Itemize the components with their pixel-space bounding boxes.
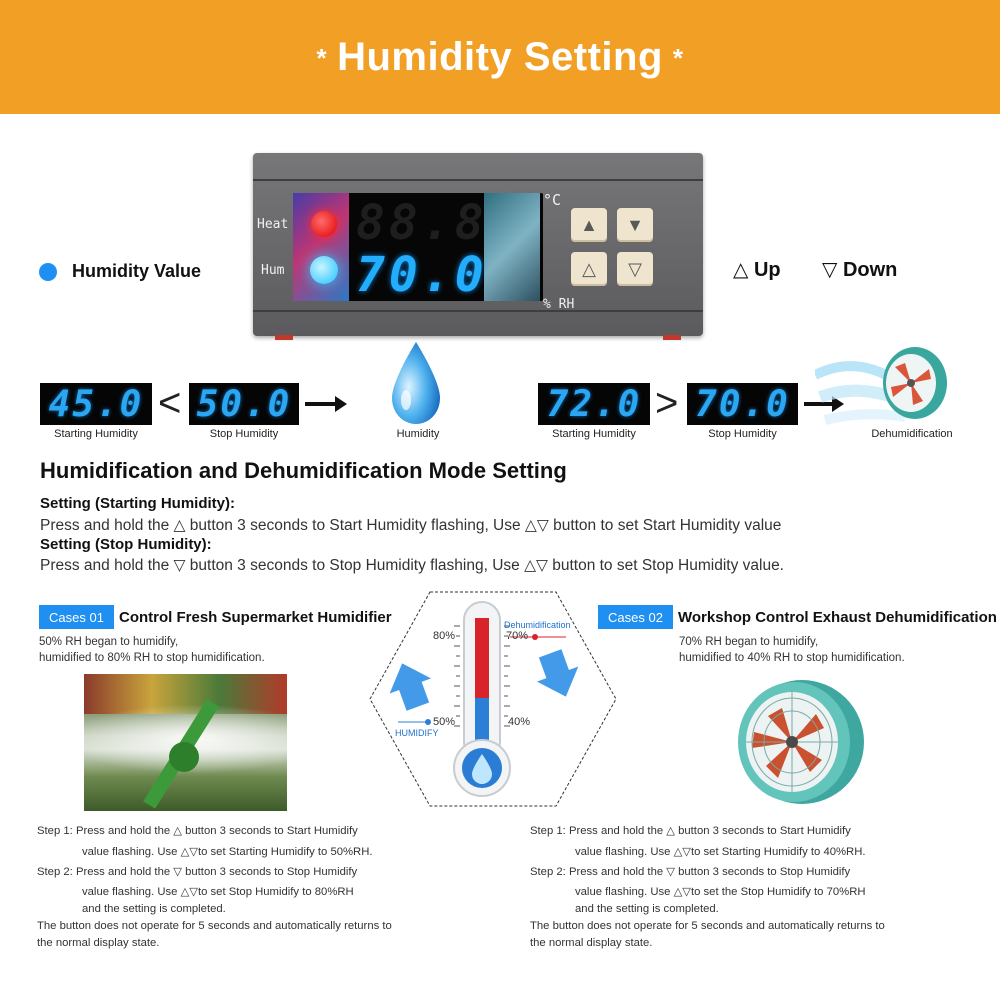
stop-humidity-display: 50.0 [189,383,299,425]
star-icon: * [316,43,328,74]
down-key-button[interactable]: ▼ [617,208,653,242]
less-than-symbol: < [158,381,182,425]
hum-label: Hum [261,263,285,278]
case-02-note-cont: the normal display state. [530,937,653,949]
header-banner [0,0,1000,114]
up-key-button[interactable]: ▲ [571,208,607,242]
case-02-step-1: Step 1: Press and hold the △ button 3 seconds to Start Humidify [530,825,851,837]
case-01-note: The button does not operate for 5 seconds and automatically returns to [37,920,392,932]
case-02-step-2-cont: value flashing. Use △▽to set the Stop Humidify to 70%RH [575,886,866,898]
thermometer-label-80: 80% [433,630,456,642]
stop-humidity-caption: Stop Humidity [209,428,279,440]
heat-indicator-light [311,211,337,237]
humidity-thermometer-diagram [368,590,618,808]
thermometer-label-70: 70% [506,630,529,642]
stop-humidity-display: 70.0 [687,383,798,425]
star-icon: * [672,43,684,74]
case-01-step-2-cont: value flashing. Use △▽to set Stop Humidify to 80%RH [82,886,354,898]
case-02-step-2-end: and the setting is completed. [575,903,719,915]
starting-humidity-caption: Starting Humidity [552,428,636,440]
case-02-description: 70% RH began to humidify, humidified to 40% RH to stop humidification. [679,636,905,664]
dehumidification-label: Dehumidification [504,620,571,630]
case-01-note-cont: the normal display state. [37,937,160,949]
case-01-step-1-cont: value flashing. Use △▽to set Starting Humidify to 50%RH. [82,846,373,858]
right-arrow-icon [305,402,337,406]
dehumidification-caption: Dehumidification [871,428,953,440]
case-02-step-1-cont: value flashing. Use △▽to set Starting Humidify to 40%RH. [575,846,866,858]
controller-device [253,153,703,336]
exhaust-fan-icon [815,335,965,435]
supermarket-humidifier-photo [84,674,287,811]
case-01-badge: Cases 01 [39,605,114,629]
case-01-step-1: Step 1: Press and hold the △ button 3 seconds to Start Humidify [37,825,358,837]
thermometer-label-40: 40% [508,716,531,728]
starting-humidity-caption: Starting Humidity [54,428,138,440]
screen-circuit-decoration [293,193,349,301]
starting-humidity-heading: Setting (Starting Humidity): [40,495,235,512]
humidity-segment-display: 70.0 [356,247,488,303]
greater-than-symbol: > [655,381,679,425]
down-legend: ▽ Down [822,259,898,281]
humidity-caption: Humidity [396,428,440,440]
thermometer-label-50: 50% [433,716,456,728]
case-01-step-2-end: and the setting is completed. [82,903,226,915]
case-01-step-2: Step 2: Press and hold the ▽ button 3 seconds to Stop Humidify [37,866,358,878]
starting-humidity-instructions: Press and hold the △ button 3 seconds to Start Humidity flashing, Use △▽ button to set Start Humidity value [40,517,782,534]
up-legend: △ Up [733,259,781,281]
starting-humidity-display: 45.0 [40,383,152,425]
case-02-note: The button does not operate for 5 seconds and automatically returns to [530,920,885,932]
celsius-label: °C [543,191,562,209]
down-outline-key-button[interactable]: ▽ [617,252,653,286]
stop-humidity-heading: Setting (Stop Humidity): [40,536,212,553]
stop-humidity-caption: Stop Humidity [708,428,777,440]
humidity-indicator-light [310,256,338,284]
case-02-step-2: Step 2: Press and hold the ▽ button 3 seconds to Stop Humidify [530,866,851,878]
case-01-description: 50% RH began to humidify, humidified to 80% RH to stop humidification. [39,636,265,664]
mode-setting-title: Humidification and Dehumidification Mode Setting [40,458,567,483]
screen-circuit-decoration [484,193,540,301]
page-title: * Humidity Setting * [316,34,684,79]
case-02-badge: Cases 02 [598,605,673,629]
industrial-fan-image [730,676,866,808]
water-drop-icon [388,340,444,426]
top-segment-display: 88.8 [356,195,488,251]
heat-label: Heat [257,217,289,232]
case-01-title: Control Fresh Supermarket Humidifier [119,609,392,626]
starting-humidity-display: 72.0 [538,383,650,425]
case-02-title: Workshop Control Exhaust Dehumidification [678,609,997,626]
stop-humidity-instructions: Press and hold the ▽ button 3 seconds to Stop Humidity flashing, Use △▽ button to set Stop Humidity value. [40,557,784,574]
humidify-label: HUMIDIFY [395,728,439,738]
up-outline-key-button[interactable]: △ [571,252,607,286]
rh-label: % RH [543,297,575,312]
humidity-value-label: Humidity Value [72,261,202,281]
blue-dot-icon [39,263,57,281]
